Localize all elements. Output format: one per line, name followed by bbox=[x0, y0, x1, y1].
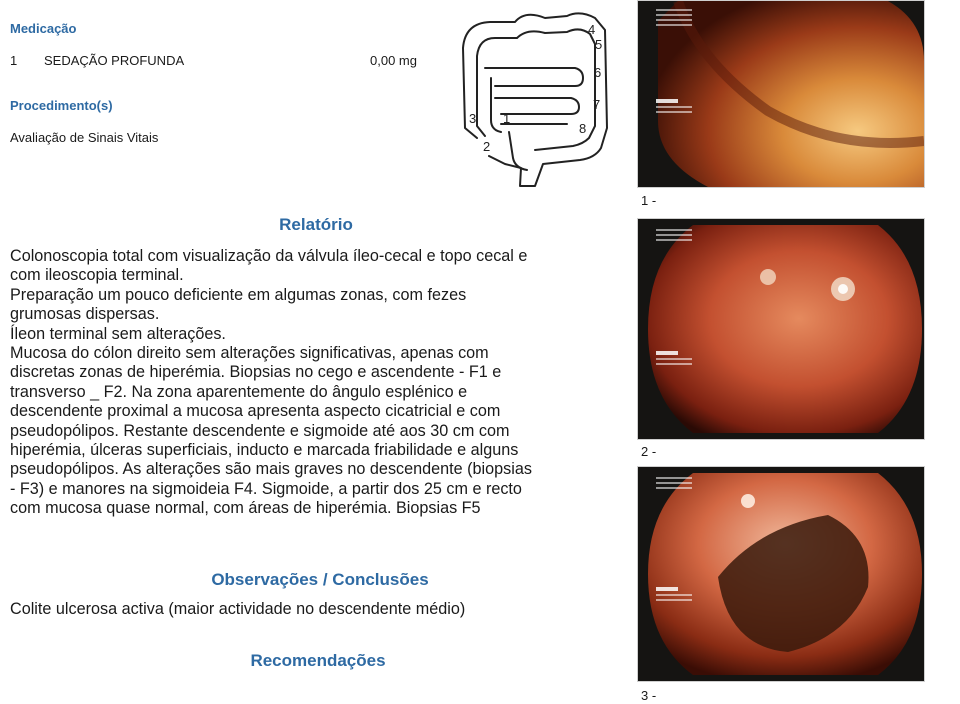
endoscopy-image-2 bbox=[637, 218, 925, 440]
diagram-label-3: 3 bbox=[469, 111, 477, 126]
image-3-caption: 3 - bbox=[641, 688, 657, 703]
report-line: com ileoscopia terminal. bbox=[10, 266, 184, 285]
medication-index: 1 bbox=[10, 53, 18, 68]
report-line: Íleon terminal sem alterações. bbox=[10, 324, 226, 343]
report-line: Mucosa do cólon direito sem alterações significativas, apenas com bbox=[10, 344, 489, 363]
report-line: grumosas dispersas. bbox=[10, 305, 160, 324]
recommendations-heading: Recomendações bbox=[250, 651, 386, 670]
report-line: descendente proximal a mucosa apresenta aspecto cicatricial e com bbox=[10, 402, 501, 421]
report-body bbox=[10, 247, 640, 519]
endoscopy-image-1 bbox=[637, 0, 925, 188]
image-1-caption: 1 - bbox=[641, 193, 657, 208]
diagram-label-2: 2 bbox=[483, 139, 491, 154]
observations-text: Colite ulcerosa activa (maior actividade no descendente médio) bbox=[10, 600, 466, 618]
diagram-label-1: 1 bbox=[503, 111, 511, 126]
diagram-label-4: 4 bbox=[588, 22, 596, 37]
colon-diagram bbox=[455, 8, 620, 190]
medication-name: SEDAÇÃO PROFUNDA bbox=[44, 53, 185, 68]
medication-dose: 0,00 mg bbox=[370, 53, 417, 68]
report-line: pseudopólipos. Restante descendente e sigmoide até aos 30 cm com bbox=[10, 421, 510, 440]
colon-diagram-drawing bbox=[455, 8, 620, 190]
medication-heading: Medicação bbox=[10, 21, 77, 36]
report-line: com mucosa quase normal, com áreas de hiperémia. Biopsias F5 bbox=[10, 499, 481, 518]
diagram-label-6: 6 bbox=[594, 65, 602, 80]
report-heading: Relatório bbox=[279, 215, 353, 234]
report-line: Colonoscopia total com visualização da válvula íleo-cecal e topo cecal e bbox=[10, 247, 528, 265]
diagram-label-8: 8 bbox=[579, 121, 587, 136]
report-line: Preparação um pouco deficiente em algumas zonas, com fezes bbox=[10, 285, 467, 304]
observations-heading: Observações / Conclusões bbox=[211, 570, 429, 589]
report-line: - F3) e manores na sigmoideia F4. Sigmoide, a partir dos 25 cm e recto bbox=[10, 479, 522, 498]
endoscopy-image-3 bbox=[637, 466, 925, 682]
procedure-item: Avaliação de Sinais Vitais bbox=[10, 130, 159, 145]
procedures-heading: Procedimento(s) bbox=[10, 98, 113, 113]
report-line: transverso _ F2. Na zona aparentemente do ângulo esplénico e bbox=[10, 382, 468, 401]
diagram-label-5: 5 bbox=[595, 37, 603, 52]
report-line: pseudopólipos. As alterações são mais graves no descendente (biopsias bbox=[10, 460, 532, 479]
image-2-caption: 2 - bbox=[641, 444, 657, 459]
report-line: hiperémia, úlceras superficiais, inducto e marcada friabilidade e alguns bbox=[10, 441, 519, 460]
report-line: discretas zonas de hiperémia. Biopsias no cego e ascendente - F1 e bbox=[10, 363, 502, 382]
diagram-label-7: 7 bbox=[593, 97, 601, 112]
